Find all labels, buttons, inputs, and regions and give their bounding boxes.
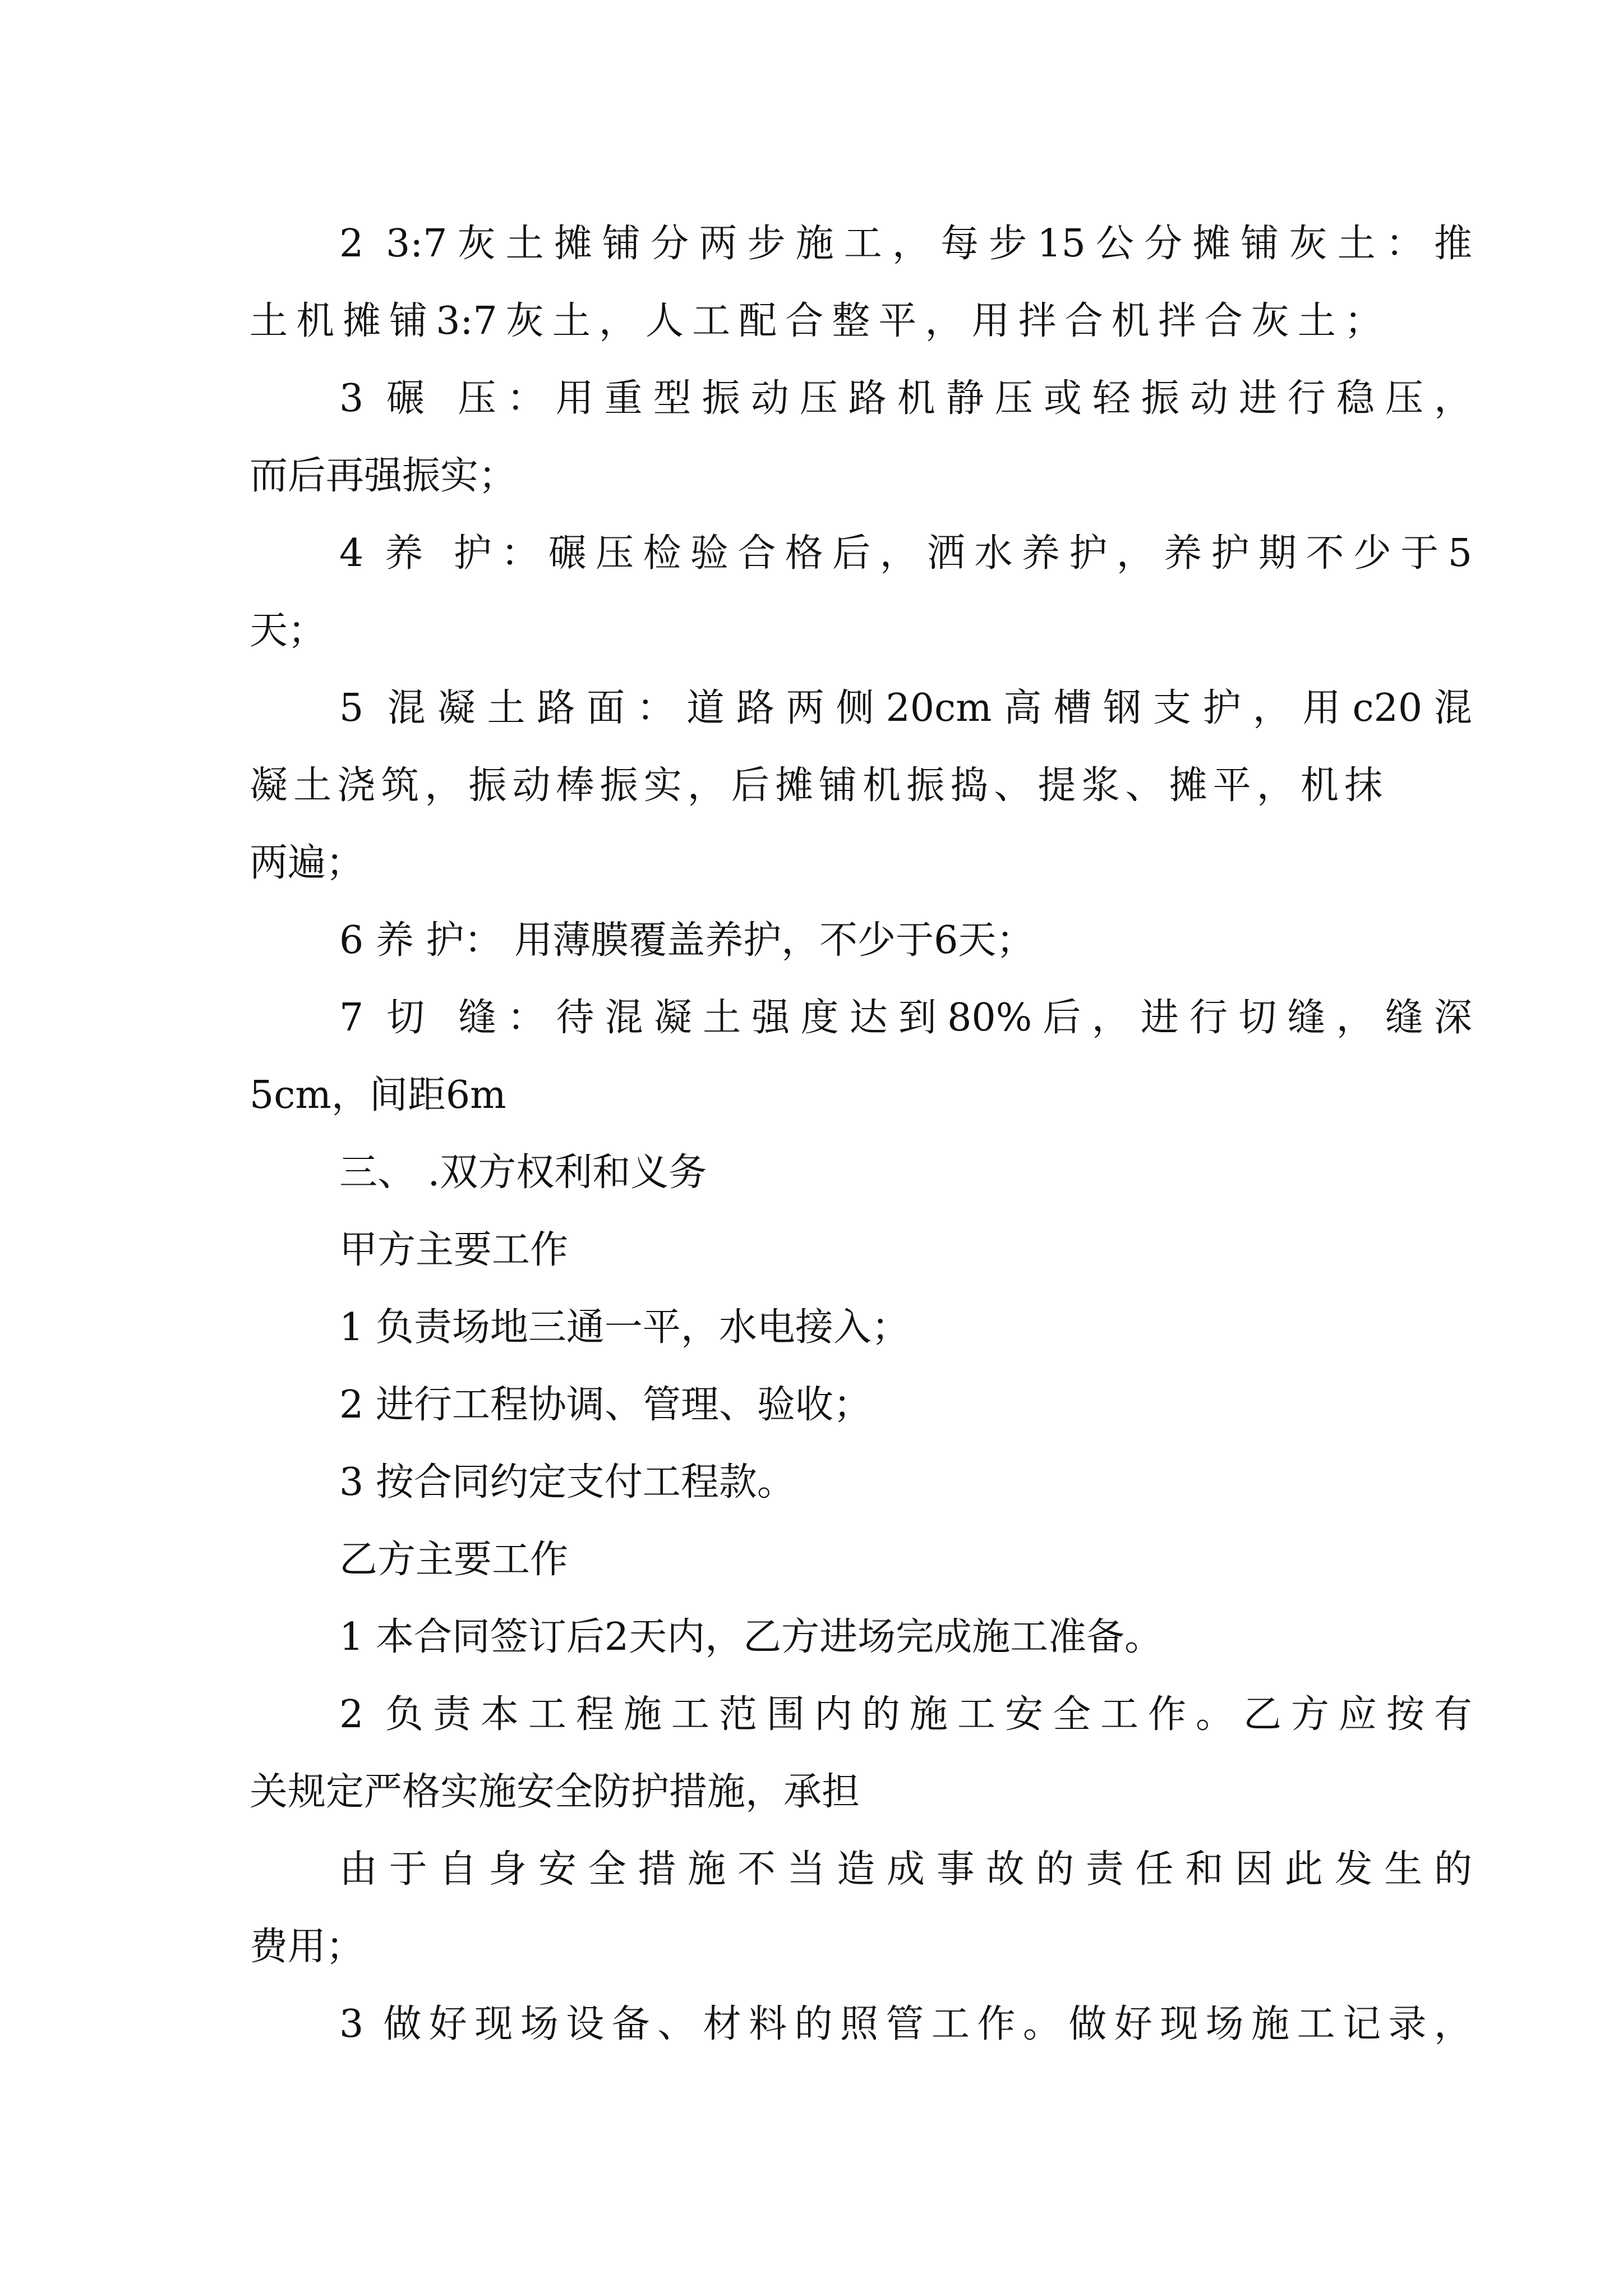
list-item: 3 按合同约定支付工程款。 bbox=[339, 1460, 795, 1504]
paragraph-line: 5 混凝土路面：道路两侧20cm高槽钢支护，用c20混 bbox=[339, 686, 1472, 730]
paragraph-line: 2 3:7灰土摊铺分两步施工，每步15公分摊铺灰土：推 bbox=[339, 222, 1472, 266]
subsection-heading: 甲方主要工作 bbox=[339, 1228, 569, 1272]
paragraph-line: 费用； bbox=[250, 1925, 365, 1969]
paragraph-line: 两遍； bbox=[250, 841, 365, 885]
list-item: 2 负责本工程施工范围内的施工安全工作。乙方应按有 bbox=[339, 1692, 1472, 1737]
paragraph-line: 关规定严格实施安全防护措施，承担 bbox=[250, 1770, 860, 1814]
list-item: 2 进行工程协调、管理、验收； bbox=[339, 1383, 872, 1427]
paragraph-line: 5cm，间距6m bbox=[250, 1073, 506, 1117]
subsection-heading: 乙方主要工作 bbox=[339, 1538, 569, 1582]
paragraph-line: 4 养 护：碾压检验合格后，洒水养护，养护期不少于5 bbox=[339, 531, 1472, 576]
paragraph-line: 凝土浇筑，振动棒振实，后摊铺机振捣、提浆、摊平，机抹 bbox=[250, 763, 1382, 808]
paragraph-line: 7 切 缝：待混凝土强度达到80%后，进行切缝，缝深 bbox=[339, 996, 1472, 1040]
paragraph-line: 土机摊铺3:7灰土，人工配合整平，用拌合机拌合灰土； bbox=[250, 299, 1382, 343]
paragraph-line: 由于自身安全措施不当造成事故的责任和因此发生的 bbox=[339, 1847, 1472, 1892]
list-item: 1 负责场地三通一平，水电接入； bbox=[339, 1305, 910, 1350]
list-item: 1 本合同签订后2天内，乙方进场完成施工准备。 bbox=[339, 1615, 1163, 1659]
section-heading: 三、 .双方权利和义务 bbox=[339, 1151, 707, 1195]
paragraph-line: 天； bbox=[250, 609, 326, 653]
paragraph-line: 而后再强振实； bbox=[250, 454, 517, 498]
paragraph-line: 3 碾 压：用重型振动压路机静压或轻振动进行稳压， bbox=[339, 376, 1472, 421]
list-item: 3 做好现场设备、材料的照管工作。做好现场施工记录， bbox=[339, 2002, 1472, 2046]
paragraph-line: 6 养 护： 用薄膜覆盖养护，不少于6天； bbox=[339, 918, 1035, 963]
